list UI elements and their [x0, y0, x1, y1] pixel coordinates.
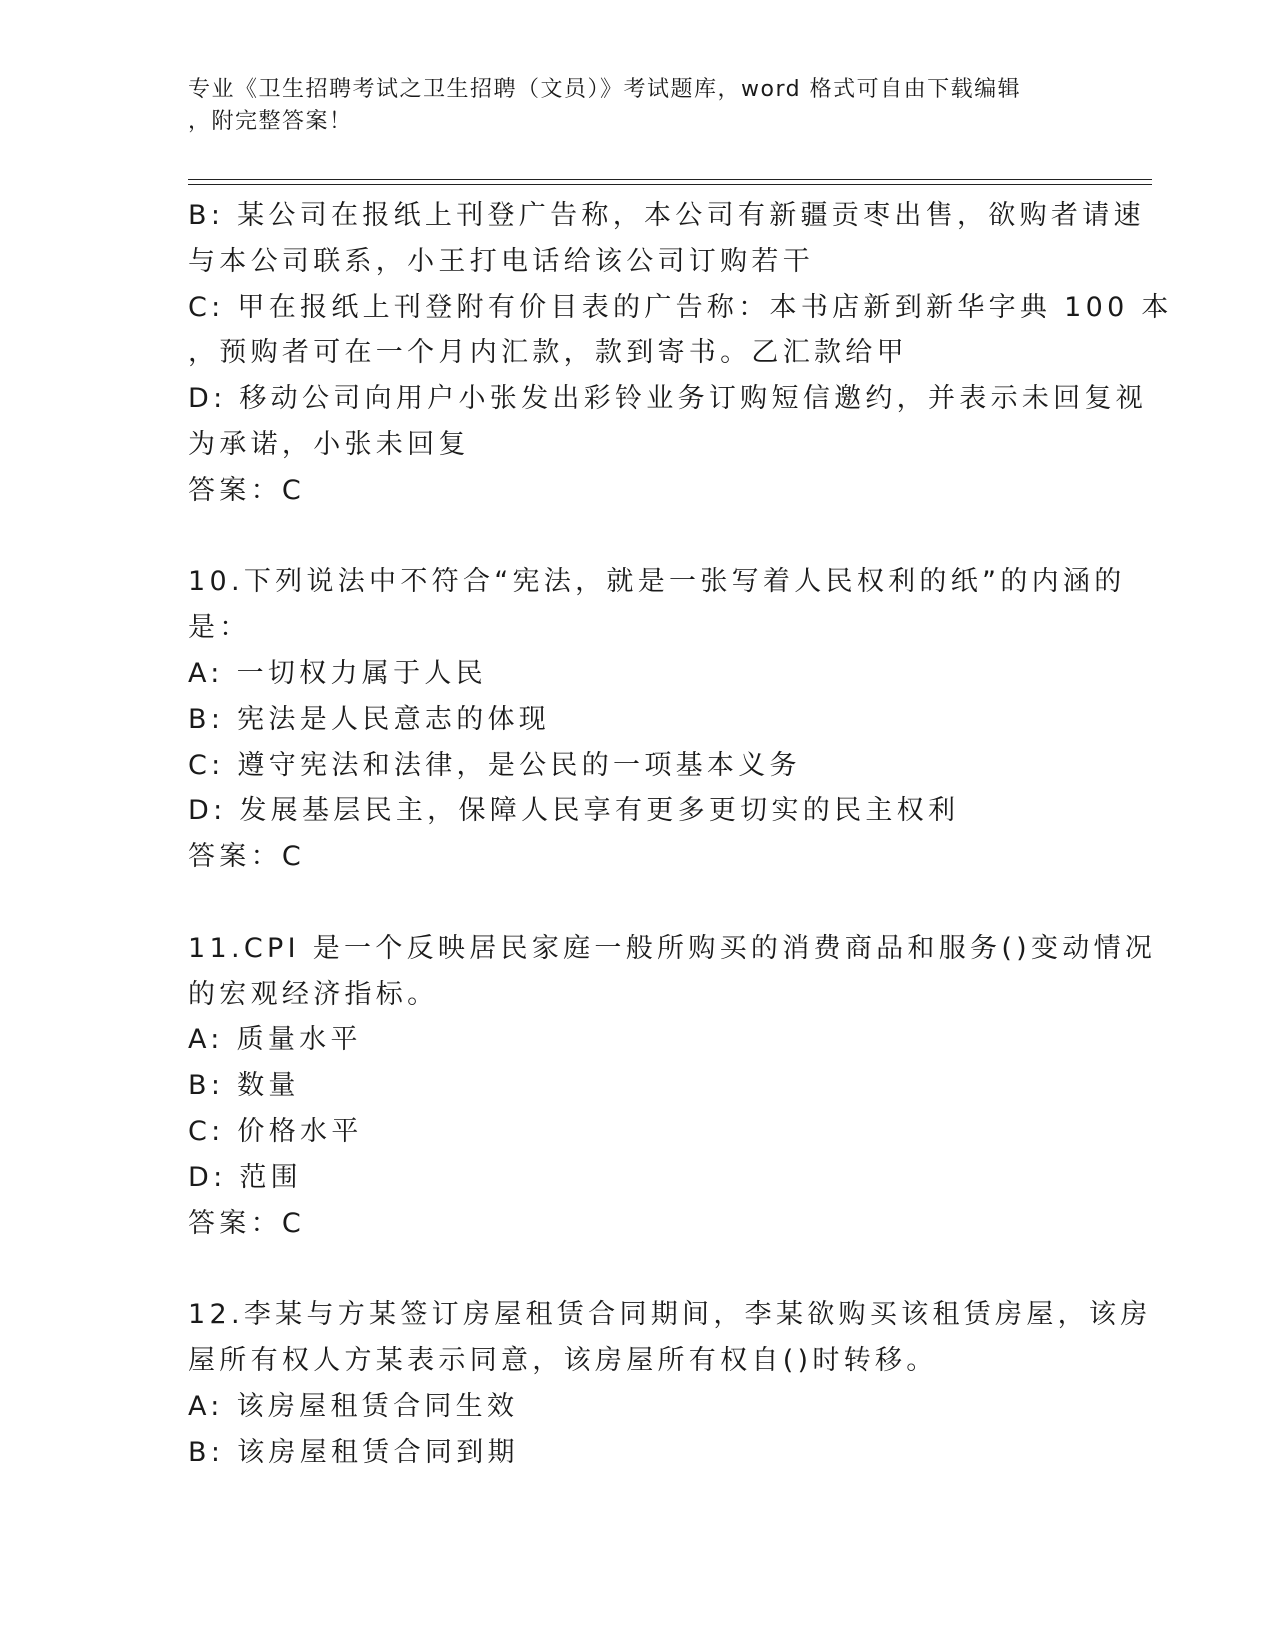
- option-d: D: 发展基层民主，保障人民享有更多更切实的民主权利: [188, 795, 960, 827]
- option-b: B: 该房屋租赁合同到期: [188, 1436, 519, 1468]
- question-10: [188, 559, 1126, 880]
- answer-line: 答案：C: [188, 1207, 306, 1239]
- option-line: C: 甲在报纸上刊登附有价目表的广告称：本书店新到新华字典 100 本: [188, 291, 1173, 323]
- answer-line: 答案：C: [188, 841, 306, 873]
- header-divider-top: [188, 179, 1152, 180]
- document-header: [188, 74, 1088, 138]
- spacer: [188, 880, 1088, 926]
- question-11: [188, 926, 1157, 1247]
- question-stem: 屋所有权人方某表示同意，该房屋所有权自()时转移。: [188, 1344, 938, 1376]
- option-a: A: 一切权力属于人民: [188, 657, 487, 689]
- question-stem: 10.下列说法中不符合“宪法，就是一张写着人民权利的纸”的内涵的: [188, 566, 1126, 598]
- option-b: B: 宪法是人民意志的体现: [188, 703, 551, 735]
- question-12: [188, 1292, 1152, 1475]
- question-list: [188, 193, 1173, 1475]
- answer-line: 答案：C: [188, 474, 306, 506]
- spacer: [188, 1246, 1088, 1292]
- option-c: C: 价格水平: [188, 1115, 363, 1147]
- option-a: A: 该房屋租赁合同生效: [188, 1390, 519, 1422]
- question-stem: 是：: [188, 612, 251, 644]
- option-b: B: 数量: [188, 1070, 300, 1102]
- option-line: 为承诺，小张未回复: [188, 428, 470, 460]
- spacer: [188, 514, 1088, 560]
- option-c: [188, 285, 1173, 377]
- option-line: ，预购者可在一个月内汇款，款到寄书。乙汇款给甲: [188, 337, 908, 369]
- header-line-2: ，附完整答案！: [188, 109, 353, 134]
- option-d: D: 范围: [188, 1161, 302, 1193]
- question-stem: 11.CPI 是一个反映居民家庭一般所购买的消费商品和服务()变动情况: [188, 932, 1157, 964]
- header-divider-bottom: [188, 184, 1152, 185]
- question-9-tail: [188, 193, 1173, 514]
- option-line: D: 移动公司向用户小张发出彩铃业务订购短信邀约，并表示未回复视: [188, 383, 1148, 415]
- option-c: C: 遵守宪法和法律，是公民的一项基本义务: [188, 749, 801, 781]
- question-stem: 12.李某与方某签订房屋租赁合同期间，李某欲购买该租赁房屋，该房: [188, 1299, 1152, 1331]
- question-stem: 的宏观经济指标。: [188, 978, 439, 1010]
- option-a: A: 质量水平: [188, 1024, 362, 1056]
- option-line: 与本公司联系，小王打电话给该公司订购若干: [188, 245, 814, 277]
- option-d: [188, 376, 1148, 468]
- option-line: B: 某公司在报纸上刊登广告称，本公司有新疆贡枣出售，欲购者请速: [188, 200, 1145, 231]
- option-b: [188, 193, 1145, 285]
- header-line-1: 专业《卫生招聘考试之卫生招聘（文员）》考试题库，word 格式可自由下载编辑: [188, 77, 1022, 102]
